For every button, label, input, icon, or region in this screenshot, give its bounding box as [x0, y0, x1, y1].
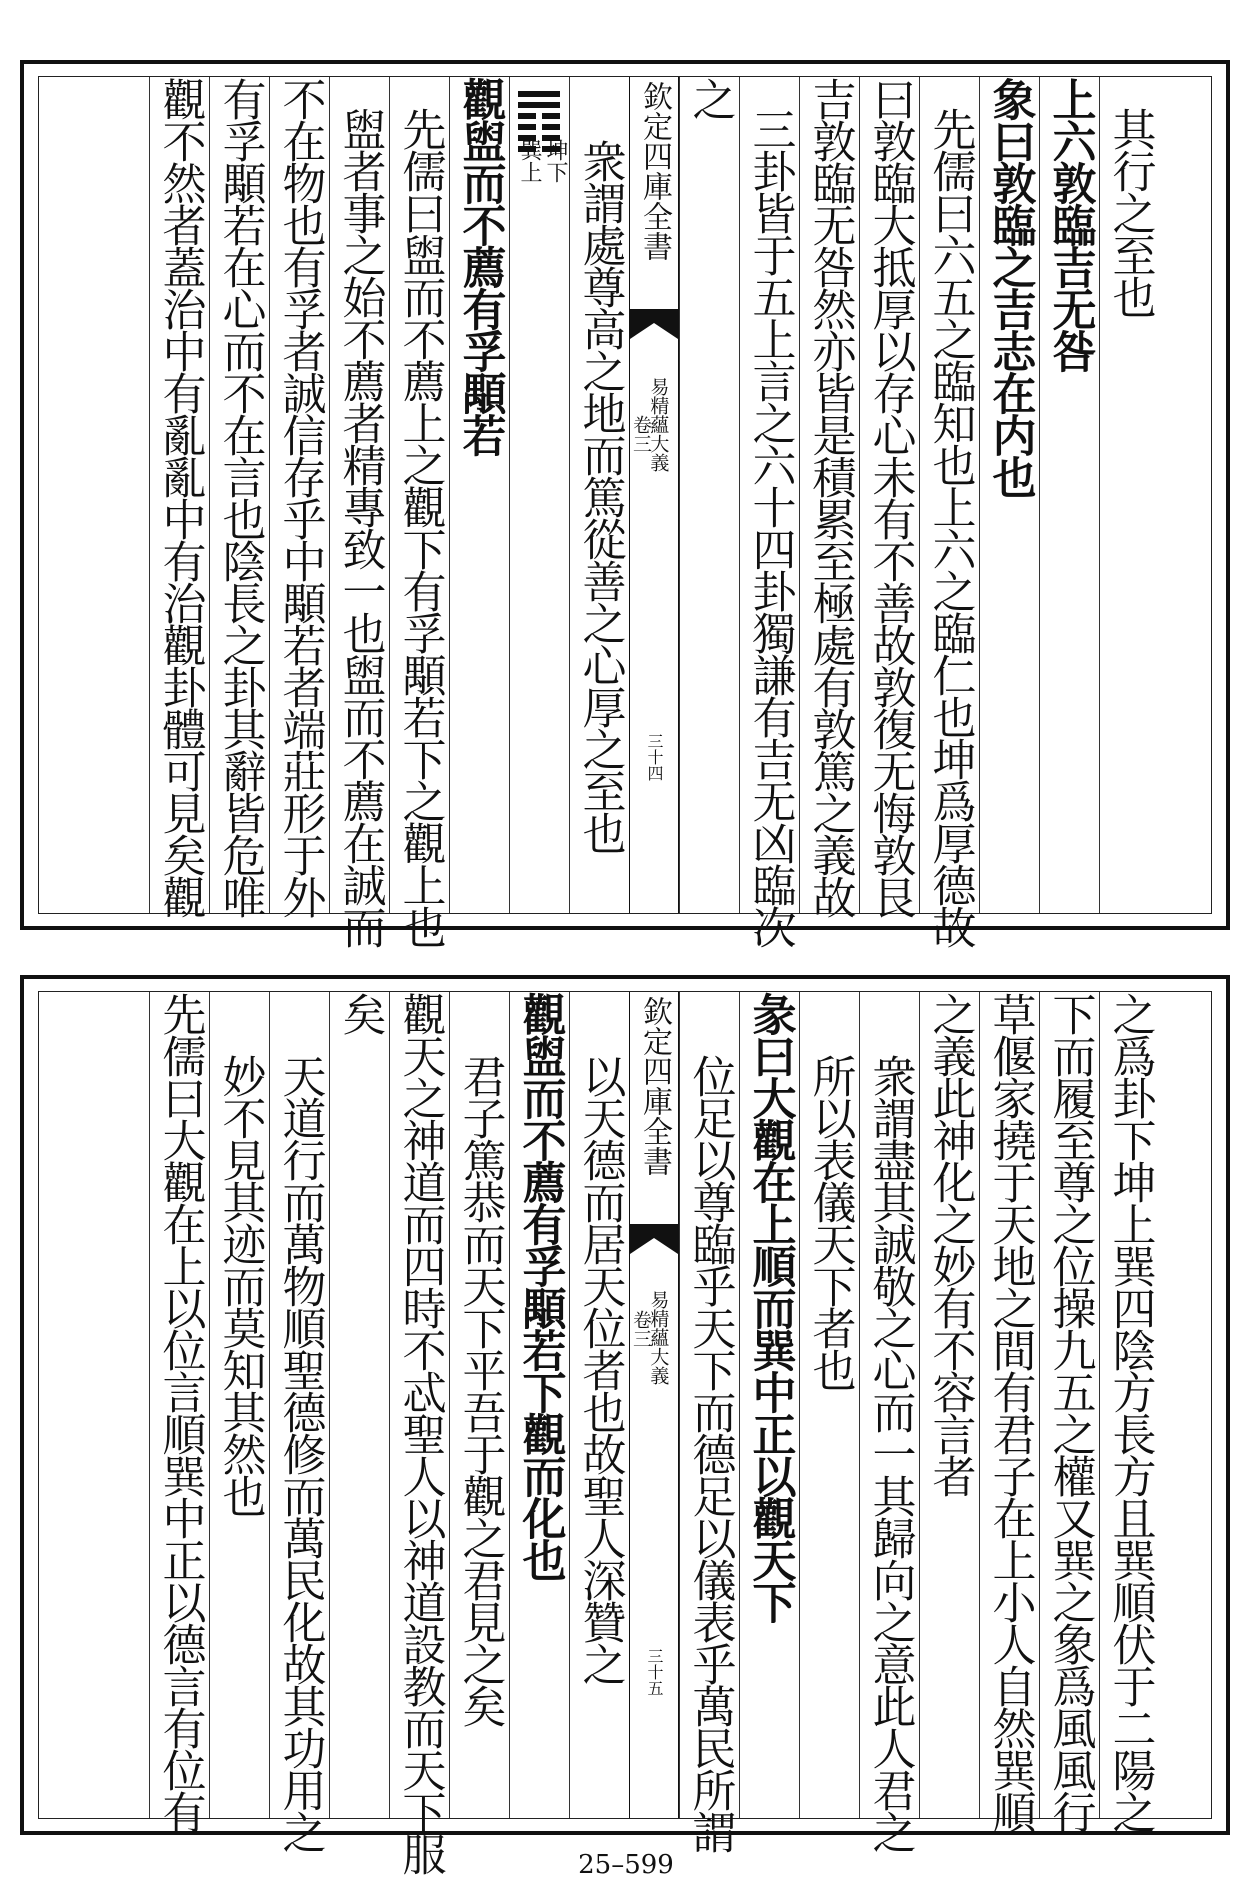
text-column [859, 992, 919, 1852]
text-column [799, 77, 859, 917]
text-column [1099, 992, 1159, 1832]
text-column [449, 992, 509, 1818]
column-text: 其行之至也 [1104, 107, 1156, 317]
banner-book-title: 易精蘊大義 [647, 1290, 670, 1385]
column-text: 先儒曰盥而不薦上之觀下有孚顒若下之觀上也 [394, 107, 446, 947]
fishtail-mark [630, 1224, 678, 1254]
text-column [509, 992, 569, 1818]
text-column [569, 77, 629, 913]
column-text: 衆謂盡其誠敬之心而一其歸向之意此人君之 [864, 1054, 916, 1852]
column-text: 盥者事之始不薦者精專致一也盥而不薦在誠而 [334, 107, 386, 947]
column-text: 上六敦臨吉无咎 [1044, 77, 1096, 371]
text-column [679, 992, 739, 1852]
text-column [919, 77, 979, 947]
column-text: 矣 [334, 992, 386, 1034]
banner-title: 欽定四庫全書 [637, 996, 672, 1176]
text-column [389, 992, 449, 1874]
fishtail-mark [630, 309, 678, 339]
column-text: 觀天之神道而四時不忒聖人以神道設教而天下服 [394, 992, 446, 1874]
hexagram-column [509, 77, 569, 913]
text-column [979, 77, 1039, 913]
column-text: 天道行而萬物順聖德修而萬民化故其功用之 [274, 1054, 326, 1852]
column-text: 草偃家撓于天地之間有君子在上小人自然巽順 [984, 992, 1036, 1832]
text-column [1039, 992, 1099, 1832]
text-column [1099, 77, 1159, 913]
column-text: 象曰敦臨之吉志在内也 [984, 77, 1036, 497]
column-text: 彖曰大觀在上順而巽中正以觀天下 [744, 992, 796, 1622]
column-text: 觀不然者蓋治中有亂亂中有治觀卦體可見矣觀 [154, 77, 206, 917]
text-column [569, 992, 629, 1818]
text-column [209, 77, 269, 917]
banner-volume: 卷三 [630, 1310, 653, 1348]
column-text: 妙不見其迹而莫知其然也 [214, 1054, 266, 1516]
column-text: 之 [684, 77, 736, 119]
column-text: 三卦皆于五上言之六十四卦獨謙有吉无凶臨次 [744, 107, 796, 947]
column-text: 觀盥而不薦有孚顒若 [454, 77, 506, 455]
text-column [149, 992, 209, 1832]
text-column [269, 992, 329, 1852]
center-banner [629, 77, 679, 913]
column-text: 先儒曰大觀在上以位言順巽中正以德言有位有 [154, 992, 206, 1832]
column-text: 先儒曰六五之臨知也上六之臨仁也坤爲厚德故 [924, 107, 976, 947]
column-text: 吉敦臨无咎然亦皆是積累至極處有敦篤之義故 [804, 77, 856, 917]
text-column [149, 77, 209, 917]
text-column [209, 992, 269, 1818]
text-column [389, 77, 449, 947]
text-column [859, 77, 919, 917]
column-text: 下而履至尊之位操九五之權又巽之象爲風風行 [1044, 992, 1096, 1832]
text-column [1039, 77, 1099, 913]
banner-page-number: 三十四 [645, 733, 664, 781]
column-text: 觀盥而不薦有孚顒若下觀而化也 [514, 992, 566, 1580]
text-column [269, 77, 329, 917]
column-text: 君子篤恭而天下平吾于觀之君見之矣 [454, 1054, 506, 1726]
banner-page-number: 三十五 [645, 1648, 664, 1696]
column-text: 衆謂處尊高之地而篤從善之心厚之至也 [574, 139, 626, 853]
text-column [799, 992, 859, 1818]
column-text: 曰敦臨大抵厚以存心未有不善故敦復无悔敦艮 [864, 77, 916, 917]
text-column [449, 77, 509, 913]
banner-book-title: 易精蘊大義 [647, 377, 670, 472]
text-column [329, 77, 389, 947]
text-column [739, 77, 799, 947]
column-text: 之義此神化之妙有不容言者 [924, 992, 976, 1496]
banner-title: 欽定四庫全書 [637, 81, 672, 261]
center-banner [629, 992, 679, 1818]
column-text: 所以表儀天下者也 [804, 1054, 856, 1390]
trigram-label-upper: 巽上 [517, 139, 542, 183]
trigram-label-lower: 坤下 [543, 139, 568, 183]
column-text: 有孚顒若在心而不在言也陰長之卦其辭皆危唯 [214, 77, 266, 917]
text-column [329, 992, 389, 1818]
text-column [979, 992, 1039, 1832]
text-column [739, 992, 799, 1818]
text-column [679, 77, 739, 913]
column-text: 以天德而居天位者也故聖人深贊之 [574, 1054, 626, 1684]
banner-volume: 卷三 [630, 415, 653, 453]
column-text: 位足以尊臨乎天下而德足以儀表乎萬民所謂 [684, 1054, 736, 1852]
column-text: 不在物也有孚者誠信存乎中顒若者端莊形于外 [274, 77, 326, 917]
text-frame [38, 76, 1212, 947]
text-column [919, 992, 979, 1818]
column-text: 之爲卦下坤上巽四陰方長方且巽順伏于二陽之 [1104, 992, 1156, 1832]
archive-page-reference: 25–599 [578, 1850, 674, 1880]
page-top [20, 60, 1230, 947]
